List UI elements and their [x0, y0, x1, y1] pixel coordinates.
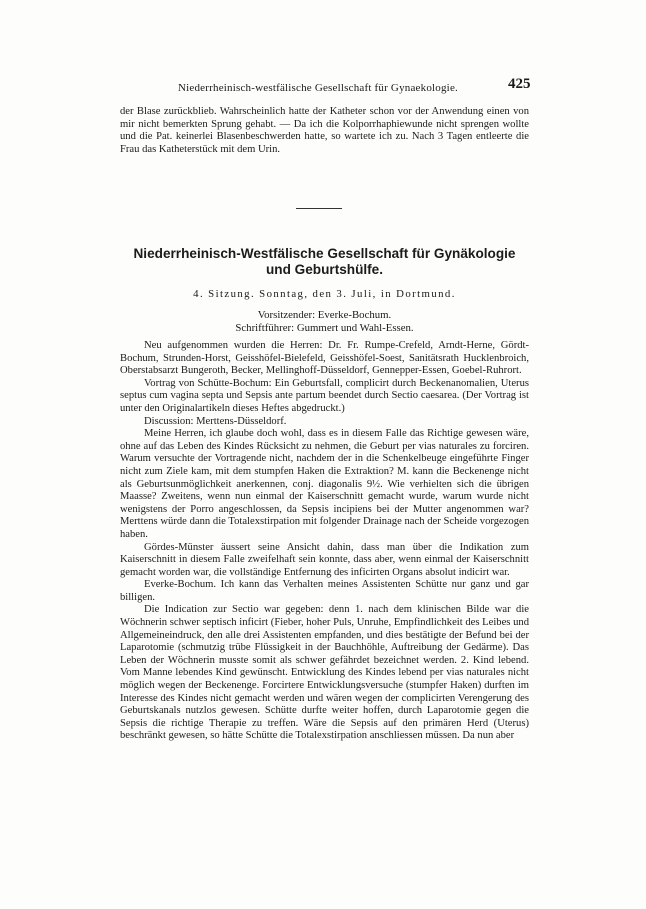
meeting-info: [120, 288, 529, 335]
paragraph-everke: Everke-Bochum. Ich kann das Verhalten meines Assistenten Schütte nur ganz und gar billigen.: [120, 579, 529, 603]
section-title: [120, 246, 529, 278]
page-number: 425: [508, 76, 531, 92]
paragraph-goerdes: Gördes-Münster äussert seine Ansicht dahin, dass man über die Indikation zum Kaiserschnitt in diesem Falle zweifelhaft sein konnte, dass aber, wenn einmal der Kaiserschnitt gemacht worden war, die vollständige Entfernung des inficirten Organs absolut indicirt war.: [120, 541, 529, 578]
running-header: Niederrheinisch-westfälische Gesellschaft für Gynaekologie.: [178, 82, 458, 94]
secretary-line: Schriftführer: Gummert und Wahl-Essen.: [235, 322, 414, 334]
paragraph-indication: Die Indication zur Sectio war gegeben: denn 1. nach dem klinischen Bilde war die Wöchnerin schwer septisch inficirt (Fieber, hoher Puls, Unruhe, Empfindlichkeit des Leibes und Allgemeineindruck, den alle drei Assistenten empfanden, und dies bestätigte der Befund bei der Laparotomie (schmutzig trübe Flüssigkeit in der Bauchhöhle, Auftreibung der Gedärme). Das Leben der Wöchnerin musste somit als schwer gefährdet bezeichnet werden. 2. Kind lebend. Vom Manne lebendes Kind gewünscht. Entwicklung des Kindes lebend per vias naturales nicht möglich wegen der Beckenenge. Forcirtere Entwicklungsversuche (stumpfer Haken) durften im Interesse des Kindes nicht gemacht werden und wären wegen der complicirten Verengerung des Geburtskanals nutzlos gewesen. Schütte durfte weiter hoffen, durch Laparotomie gegen die Sepsis die richtige Therapie zu treffen. Wäre die Sepsis auf den primären Herd (Uterus) beschränkt gewesen, so hätte Schütte die Totalexstirpation anschliessen müssen. Da nun aber: [120, 604, 529, 742]
paragraph-lecture: Vortrag von Schütte-Bochum: Ein Geburtsfall, complicirt durch Beckenanomalien, Uterus septus cum vagina septa und Sepsis ante partum beendet durch Sectio caesarea. (Der Vortrag ist unter den Originalartikeln dieses Heftes abgedruckt.): [120, 377, 529, 414]
section-title-line1: Niederrheinisch-Westfälische Gesellschaft für Gynäkologie: [133, 246, 516, 261]
previous-article-ending: [120, 106, 529, 156]
chair-line: Vorsitzender: Everke-Bochum.: [257, 309, 392, 321]
section-title-line2: und Geburtshülfe.: [265, 262, 384, 277]
paragraph-new-members: Neu aufgenommen wurden die Herren: Dr. Fr. Rumpe-Crefeld, Arndt-Herne, Gördt-Bochum, Strunden-Horst, Geisshöfel-Bielefeld, Geisshöfel-Soest, Sanitätsrath Hucklenbroich, Oberstabsarzt Bungeroth, Becker, Mellinghoff-Düsseldorf, Gennepper-Essen, Goebel-Ruhrort.: [120, 340, 529, 377]
meeting-line: 4. Sitzung. Sonntag, den 3. Juli, in Dortmund.: [193, 288, 456, 300]
paragraph-discussion-heading: Discussion: Merttens-Düsseldorf.: [144, 415, 287, 427]
paragraph-merttens: Meine Herren, ich glaube doch wohl, dass es in diesem Falle das Richtige gewesen wäre, ohne auf das Leben des Kindes Rücksicht zu nehmen, die Geburt per vias naturales zu forciren. Warum versuchte der Vortragende nicht, nachdem der in die Schenkelbeuge eingeführte Finger nicht zum Ziele kam, mit dem stumpfen Haken die Extraktion? M. kann die Beckenenge nicht als Geburtsunmöglichkeit anerkennen, conj. diagonalis 9½. Wie verhielten sich die übrigen Maasse? Zweitens, wenn nun einmal der Kaiserschnitt gemacht wurde, warum wurde nicht wenigstens der Porro angeschlossen, da Sepsis incipiens bei der Mutter angenommen war? Merttens würde dann die Totalexstirpation mit folgender Drainage nach der Scheide vorgezogen haben.: [120, 428, 529, 540]
paragraph: der Blase zurückblieb. Wahrscheinlich hatte der Katheter schon vor der Anwendung einen von mir nicht bemerkten Sprung gehabt. — Da ich die Kolporrhaphiewunde nicht sprengen wollte und die Pat. keinerlei Blasenbeschwerden hatte, so wartete ich zu. Nach 3 Tagen entleerte die Frau das Katheterstück mit dem Urin.: [120, 106, 529, 155]
proceedings-body: [120, 340, 529, 743]
section-divider: [296, 208, 342, 209]
